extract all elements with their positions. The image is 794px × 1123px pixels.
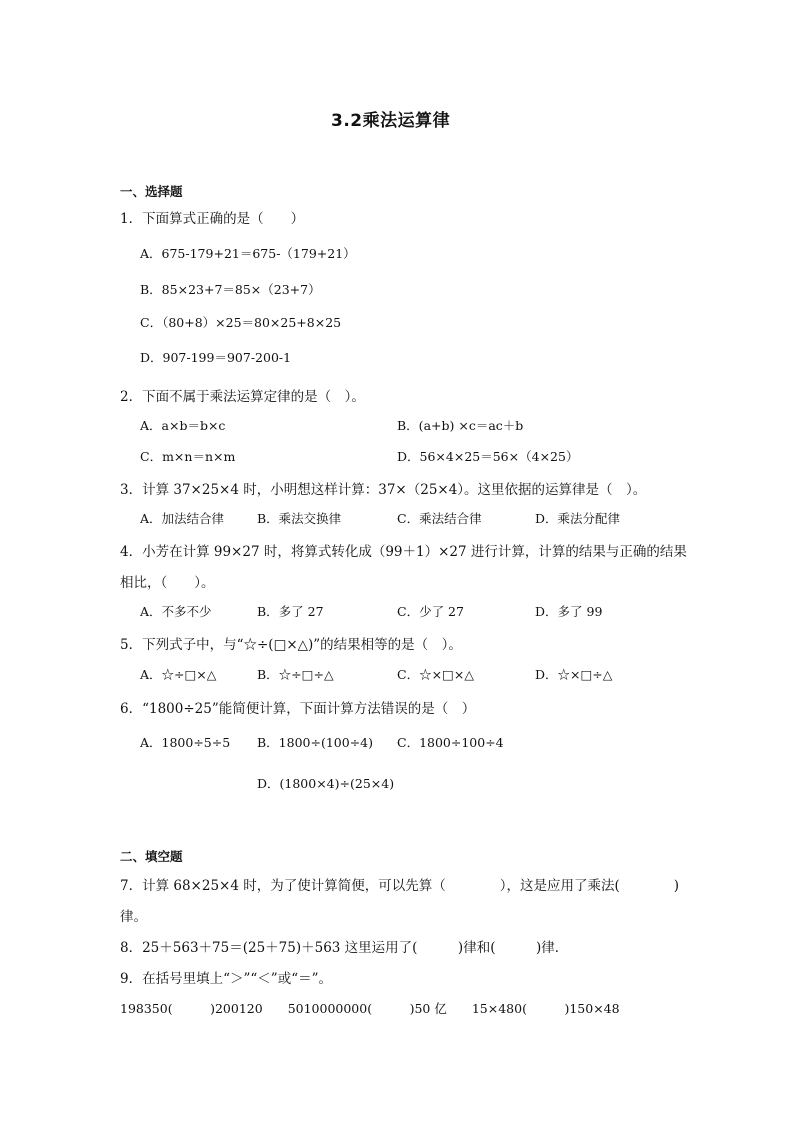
option-a: A．加法结合律 [140, 511, 225, 526]
option-d: D．907-199＝907-200-1 [140, 350, 292, 365]
question-stem-line1: 4．小芳在计算 99×27 时，将算式转化成（99＋1）×27 进行计算，计算的结果与正确的结果 [120, 544, 687, 560]
option-c: C．少了 27 [397, 604, 464, 619]
question-stem: 1．下面算式正确的是（ ） [120, 211, 305, 227]
option-a: A．☆÷□×△ [140, 667, 217, 682]
option-c: C．m×n＝n×m [140, 449, 236, 464]
section-heading-fill: 二、填空题 [120, 849, 183, 864]
option-d: D．☆×□÷△ [535, 667, 613, 682]
question-stem-line2: 律。 [120, 909, 147, 925]
option-a: A．a×b＝b×c [140, 418, 226, 433]
option-a: A．1800÷5÷5 [140, 735, 231, 750]
option-a: A．675-179+21＝675-（179+21） [140, 246, 356, 261]
question-stem: 3．计算 37×25×4 时，小明想这样计算：37×（25×4）。这里依据的运算律是（ ）。 [120, 482, 647, 498]
option-c: C．乘法结合律 [397, 511, 482, 526]
comparison-row: 198350( )200120 5010000000( )50 亿 15×480( )150×48 [120, 1001, 620, 1016]
question-stem: 6．“1800÷25”能简便计算，下面计算方法错误的是（ ） [120, 701, 476, 717]
option-c: C．1800÷100÷4 [397, 735, 504, 750]
option-d: D．多了 99 [535, 604, 603, 619]
section-heading-choice: 一、选择题 [120, 184, 183, 199]
page-title: 3.2乘法运算律 [331, 111, 451, 131]
question-stem: 8．25＋563＋75＝(25＋75)＋563 这里运用了( )律和( )律． [120, 940, 569, 956]
option-c: C．☆×□×△ [397, 667, 474, 682]
option-d: D．56×4×25＝56×（4×25） [397, 449, 579, 464]
option-d: D．乘法分配律 [535, 511, 621, 526]
question-stem: 2．下面不属于乘法运算定律的是（ ）。 [120, 389, 365, 405]
option-d: D．(1800×4)÷(25×4) [257, 776, 395, 791]
question-stem-line2: 相比，（ ）。 [120, 575, 215, 591]
option-c: C．（80+8）×25＝80×25+8×25 [140, 315, 342, 330]
option-b: B．乘法交换律 [257, 511, 342, 526]
option-b: B．☆÷□÷△ [257, 667, 334, 682]
question-stem-line1: 7．计算 68×25×4 时，为了使计算简便，可以先算（ ），这是应用了乘法( ) [120, 878, 680, 894]
option-b: B．85×23+7＝85×（23+7） [140, 282, 321, 297]
option-b: B．多了 27 [257, 604, 324, 619]
option-b: B．(a+b) ×c＝ac＋b [397, 418, 524, 433]
question-stem: 9．在括号里填上“＞”“＜”或“＝”。 [120, 971, 332, 987]
question-stem: 5．下列式子中，与“☆÷(□×△)”的结果相等的是（ ）。 [120, 637, 462, 653]
option-a: A．不多不少 [140, 604, 212, 619]
option-b: B．1800÷(100÷4) [257, 735, 374, 750]
